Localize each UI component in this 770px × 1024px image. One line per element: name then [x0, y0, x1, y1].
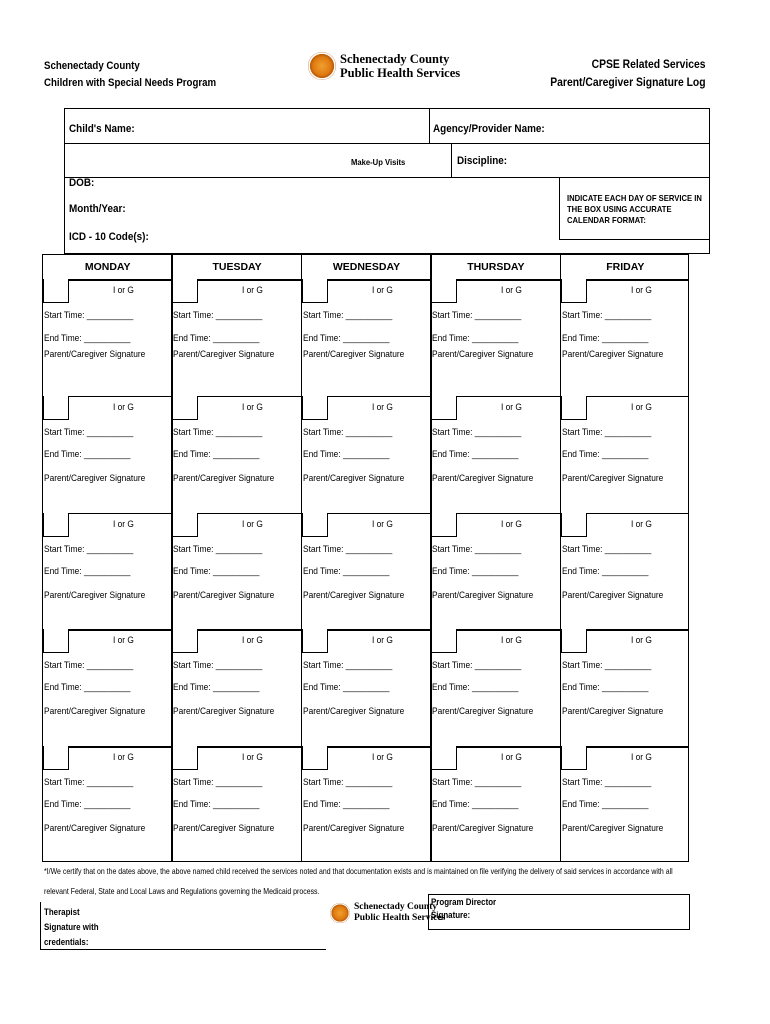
i-or-g-label[interactable]: I or G — [113, 518, 134, 530]
child-info-section — [64, 108, 710, 254]
calendar-instruction: INDICATE EACH DAY OF SERVICE IN THE BOX USING ACCURATE CALENDAR FORMAT: — [567, 193, 702, 225]
parent-signature-field[interactable]: Parent/Caregiver Signature — [432, 706, 534, 718]
day-header-3: THURSDAY — [467, 261, 525, 273]
director-label-2: Signature: — [431, 910, 471, 920]
start-time-field[interactable]: Start Time: __________ — [302, 543, 393, 555]
i-or-g-label[interactable]: I or G — [371, 635, 393, 647]
date-box[interactable] — [172, 396, 198, 420]
i-or-g-label[interactable]: I or G — [630, 518, 652, 530]
director-signature-box[interactable] — [428, 894, 690, 930]
parent-signature-field[interactable]: Parent/Caregiver Signature — [302, 589, 405, 601]
date-box[interactable] — [43, 279, 69, 303]
end-time-field[interactable]: End Time: __________ — [561, 799, 649, 811]
parent-signature-field[interactable]: Parent/Caregiver Signature — [432, 823, 534, 835]
parent-signature-field[interactable]: Parent/Caregiver Signature — [432, 589, 534, 601]
end-time-field[interactable]: End Time: __________ — [302, 682, 390, 694]
row-divider — [43, 396, 688, 398]
start-time-field[interactable]: Start Time: __________ — [432, 426, 522, 438]
child-name-field[interactable] — [185, 115, 425, 141]
end-time-field[interactable]: End Time: __________ — [44, 448, 131, 460]
certification-line-2: relevant Federal, State and Local Laws and Regulations governing the Medicaid process. — [44, 886, 320, 896]
date-box[interactable] — [561, 629, 587, 653]
i-or-g-label[interactable]: I or G — [501, 401, 523, 413]
i-or-g-label[interactable]: I or G — [501, 518, 523, 530]
parent-signature-field[interactable]: Parent/Caregiver Signature — [302, 349, 405, 360]
day-header-2: WEDNESDAY — [332, 261, 401, 273]
date-box[interactable] — [561, 396, 587, 420]
end-time-field[interactable]: End Time: __________ — [173, 448, 260, 460]
start-time-field[interactable]: Start Time: __________ — [173, 310, 263, 321]
end-time-field[interactable]: End Time: __________ — [302, 799, 390, 811]
start-time-field[interactable]: Start Time: __________ — [432, 310, 522, 321]
end-time-field[interactable]: End Time: __________ — [432, 799, 519, 811]
org-line-1: Schenectady County — [44, 60, 140, 72]
start-time-field[interactable]: Start Time: __________ — [432, 660, 522, 672]
service-grid — [42, 254, 689, 862]
header-divider — [43, 279, 688, 281]
org-name — [44, 58, 216, 92]
icd-code-field[interactable] — [165, 231, 365, 249]
date-box[interactable] — [561, 279, 587, 303]
end-time-field[interactable]: End Time: __________ — [173, 682, 260, 694]
start-time-field[interactable]: Start Time: __________ — [173, 660, 263, 672]
row-divider — [43, 746, 688, 748]
row-divider — [43, 629, 688, 631]
start-time-field[interactable]: Start Time: __________ — [302, 426, 393, 438]
start-time-field[interactable]: Start Time: __________ — [561, 543, 651, 555]
date-box[interactable] — [43, 513, 69, 537]
director-label-1: Program Director — [431, 897, 497, 907]
certification-line-1: *I/We certify that on the dates above, the above named child received the services noted and that documentation exists and is maintained on file verifying the delivery of said services in accordance with all — [44, 866, 673, 876]
parent-signature-field[interactable]: Parent/Caregiver Signature — [432, 349, 534, 360]
date-box[interactable] — [302, 513, 328, 537]
i-or-g-label[interactable]: I or G — [242, 285, 264, 296]
start-time-field[interactable]: Start Time: __________ — [173, 543, 263, 555]
date-box[interactable] — [431, 513, 457, 537]
i-or-g-label[interactable]: I or G — [630, 752, 652, 764]
start-time-field[interactable]: Start Time: __________ — [44, 777, 134, 789]
org-line-2: Children with Special Needs Program — [44, 77, 217, 89]
i-or-g-label[interactable]: I or G — [242, 752, 264, 764]
date-box[interactable] — [172, 629, 198, 653]
day-header-4: FRIDAY — [606, 261, 645, 273]
start-time-field[interactable]: Start Time: __________ — [561, 660, 651, 672]
county-logo — [308, 52, 460, 80]
date-box[interactable] — [561, 513, 587, 537]
start-time-field[interactable]: Start Time: __________ — [561, 426, 651, 438]
row-divider — [43, 513, 688, 515]
month-year-label: Month/Year: — [69, 203, 126, 215]
end-time-field[interactable]: End Time: __________ — [561, 333, 649, 344]
i-or-g-label[interactable]: I or G — [113, 285, 134, 296]
end-time-field[interactable]: End Time: __________ — [173, 565, 260, 577]
i-or-g-label[interactable]: I or G — [501, 635, 523, 647]
therapist-signature-box[interactable] — [40, 902, 326, 950]
end-time-field[interactable]: End Time: __________ — [173, 799, 260, 811]
agency-label: Agency/Provider Name: — [433, 123, 545, 135]
start-time-field[interactable]: Start Time: __________ — [44, 426, 134, 438]
date-box[interactable] — [561, 746, 587, 770]
child-name-label: Child's Name: — [69, 123, 135, 135]
i-or-g-label[interactable]: I or G — [630, 635, 652, 647]
date-box[interactable] — [43, 396, 69, 420]
end-time-field[interactable]: End Time: __________ — [302, 565, 390, 577]
icd-code-label: ICD - 10 Code(s): — [69, 231, 149, 243]
i-or-g-label[interactable]: I or G — [113, 401, 134, 413]
i-or-g-label[interactable]: I or G — [501, 752, 523, 764]
end-time-field[interactable]: End Time: __________ — [44, 799, 131, 811]
i-or-g-label[interactable]: I or G — [242, 401, 264, 413]
parent-signature-field[interactable]: Parent/Caregiver Signature — [561, 589, 663, 601]
day-header-0: MONDAY — [84, 261, 131, 273]
parent-signature-field[interactable]: Parent/Caregiver Signature — [44, 706, 146, 718]
parent-signature-field[interactable]: Parent/Caregiver Signature — [44, 349, 146, 360]
discipline-label: Discipline: — [457, 155, 508, 167]
parent-signature-field[interactable]: Parent/Caregiver Signature — [44, 472, 146, 484]
end-time-field[interactable]: End Time: __________ — [44, 682, 131, 694]
therapist-label-1: Therapist — [44, 907, 80, 917]
parent-signature-field[interactable]: Parent/Caregiver Signature — [561, 349, 663, 360]
parent-signature-field[interactable]: Parent/Caregiver Signature — [302, 472, 405, 484]
end-time-field[interactable]: End Time: __________ — [561, 565, 649, 577]
start-time-field[interactable]: Start Time: __________ — [173, 777, 263, 789]
county-seal-icon — [330, 903, 350, 923]
start-time-field[interactable]: Start Time: __________ — [44, 660, 134, 672]
footer-logo-line-2: Public Health Services — [354, 913, 446, 923]
footer-logo-line-1: Schenectady County — [354, 902, 438, 912]
end-time-field[interactable]: End Time: __________ — [432, 448, 519, 460]
i-or-g-label[interactable]: I or G — [371, 285, 393, 296]
date-box[interactable] — [43, 746, 69, 770]
start-time-field[interactable]: Start Time: __________ — [302, 660, 393, 672]
date-box[interactable] — [43, 629, 69, 653]
i-or-g-label[interactable]: I or G — [371, 401, 393, 413]
start-time-field[interactable]: Start Time: __________ — [173, 426, 263, 438]
end-time-field[interactable]: End Time: __________ — [432, 333, 519, 344]
dob-field[interactable] — [105, 177, 305, 195]
end-time-field[interactable]: End Time: __________ — [432, 682, 519, 694]
logo-line-2: Public Health Services — [340, 66, 461, 80]
date-box[interactable] — [172, 279, 198, 303]
i-or-g-label[interactable]: I or G — [371, 752, 393, 764]
date-box[interactable] — [302, 629, 328, 653]
i-or-g-label[interactable]: I or G — [630, 285, 652, 296]
i-or-g-label[interactable]: I or G — [371, 518, 393, 530]
start-time-field[interactable]: Start Time: __________ — [432, 543, 522, 555]
parent-signature-field[interactable]: Parent/Caregiver Signature — [44, 589, 146, 601]
start-time-field[interactable]: Start Time: __________ — [561, 310, 651, 321]
parent-signature-field[interactable]: Parent/Caregiver Signature — [44, 823, 146, 835]
parent-signature-field[interactable]: Parent/Caregiver Signature — [173, 706, 275, 718]
i-or-g-label[interactable]: I or G — [113, 752, 134, 764]
parent-signature-field[interactable]: Parent/Caregiver Signature — [173, 472, 275, 484]
i-or-g-label[interactable]: I or G — [630, 401, 652, 413]
start-time-field[interactable]: Start Time: __________ — [302, 777, 393, 789]
dob-label: DOB: — [69, 177, 95, 189]
parent-signature-field[interactable]: Parent/Caregiver Signature — [302, 706, 405, 718]
end-time-field[interactable]: End Time: __________ — [302, 448, 390, 460]
title-line-1: CPSE Related Services — [592, 59, 706, 71]
end-time-field[interactable]: End Time: __________ — [432, 565, 519, 577]
discipline-field[interactable] — [525, 147, 705, 173]
date-box[interactable] — [431, 396, 457, 420]
parent-signature-field[interactable]: Parent/Caregiver Signature — [432, 472, 534, 484]
date-box[interactable] — [431, 279, 457, 303]
start-time-field[interactable]: Start Time: __________ — [44, 543, 134, 555]
start-time-field[interactable]: Start Time: __________ — [302, 310, 393, 321]
date-box[interactable] — [431, 629, 457, 653]
title-line-2: Parent/Caregiver Signature Log — [550, 77, 706, 89]
date-box[interactable] — [302, 396, 328, 420]
therapist-label-2: Signature with — [44, 922, 99, 932]
i-or-g-label[interactable]: I or G — [242, 635, 264, 647]
start-time-field[interactable]: Start Time: __________ — [44, 310, 134, 321]
form-title — [551, 56, 706, 92]
therapist-label-3: credentials: — [44, 937, 89, 947]
makeup-visits-label: Make-Up Visits — [351, 157, 406, 167]
date-box[interactable] — [302, 279, 328, 303]
end-time-field[interactable]: End Time: __________ — [302, 333, 390, 344]
end-time-field[interactable]: End Time: __________ — [173, 333, 260, 344]
parent-signature-field[interactable]: Parent/Caregiver Signature — [561, 823, 663, 835]
parent-signature-field[interactable]: Parent/Caregiver Signature — [173, 349, 275, 360]
i-or-g-label[interactable]: I or G — [113, 635, 134, 647]
parent-signature-field[interactable]: Parent/Caregiver Signature — [173, 589, 275, 601]
end-time-field[interactable]: End Time: __________ — [561, 448, 649, 460]
date-box[interactable] — [431, 746, 457, 770]
parent-signature-field[interactable]: Parent/Caregiver Signature — [561, 472, 663, 484]
start-time-field[interactable]: Start Time: __________ — [561, 777, 651, 789]
i-or-g-label[interactable]: I or G — [501, 285, 523, 296]
end-time-field[interactable]: End Time: __________ — [561, 682, 649, 694]
parent-signature-field[interactable]: Parent/Caregiver Signature — [302, 823, 405, 835]
parent-signature-field[interactable]: Parent/Caregiver Signature — [561, 706, 663, 718]
logo-line-1: Schenectady County — [340, 52, 450, 66]
agency-field[interactable] — [545, 115, 705, 141]
county-seal-icon — [308, 52, 336, 80]
end-time-field[interactable]: End Time: __________ — [44, 333, 131, 344]
parent-signature-field[interactable]: Parent/Caregiver Signature — [173, 823, 275, 835]
date-box[interactable] — [302, 746, 328, 770]
month-year-field[interactable] — [145, 203, 345, 221]
day-header-1: TUESDAY — [212, 261, 262, 273]
date-box[interactable] — [172, 513, 198, 537]
start-time-field[interactable]: Start Time: __________ — [432, 777, 522, 789]
i-or-g-label[interactable]: I or G — [242, 518, 264, 530]
end-time-field[interactable]: End Time: __________ — [44, 565, 131, 577]
date-box[interactable] — [172, 746, 198, 770]
